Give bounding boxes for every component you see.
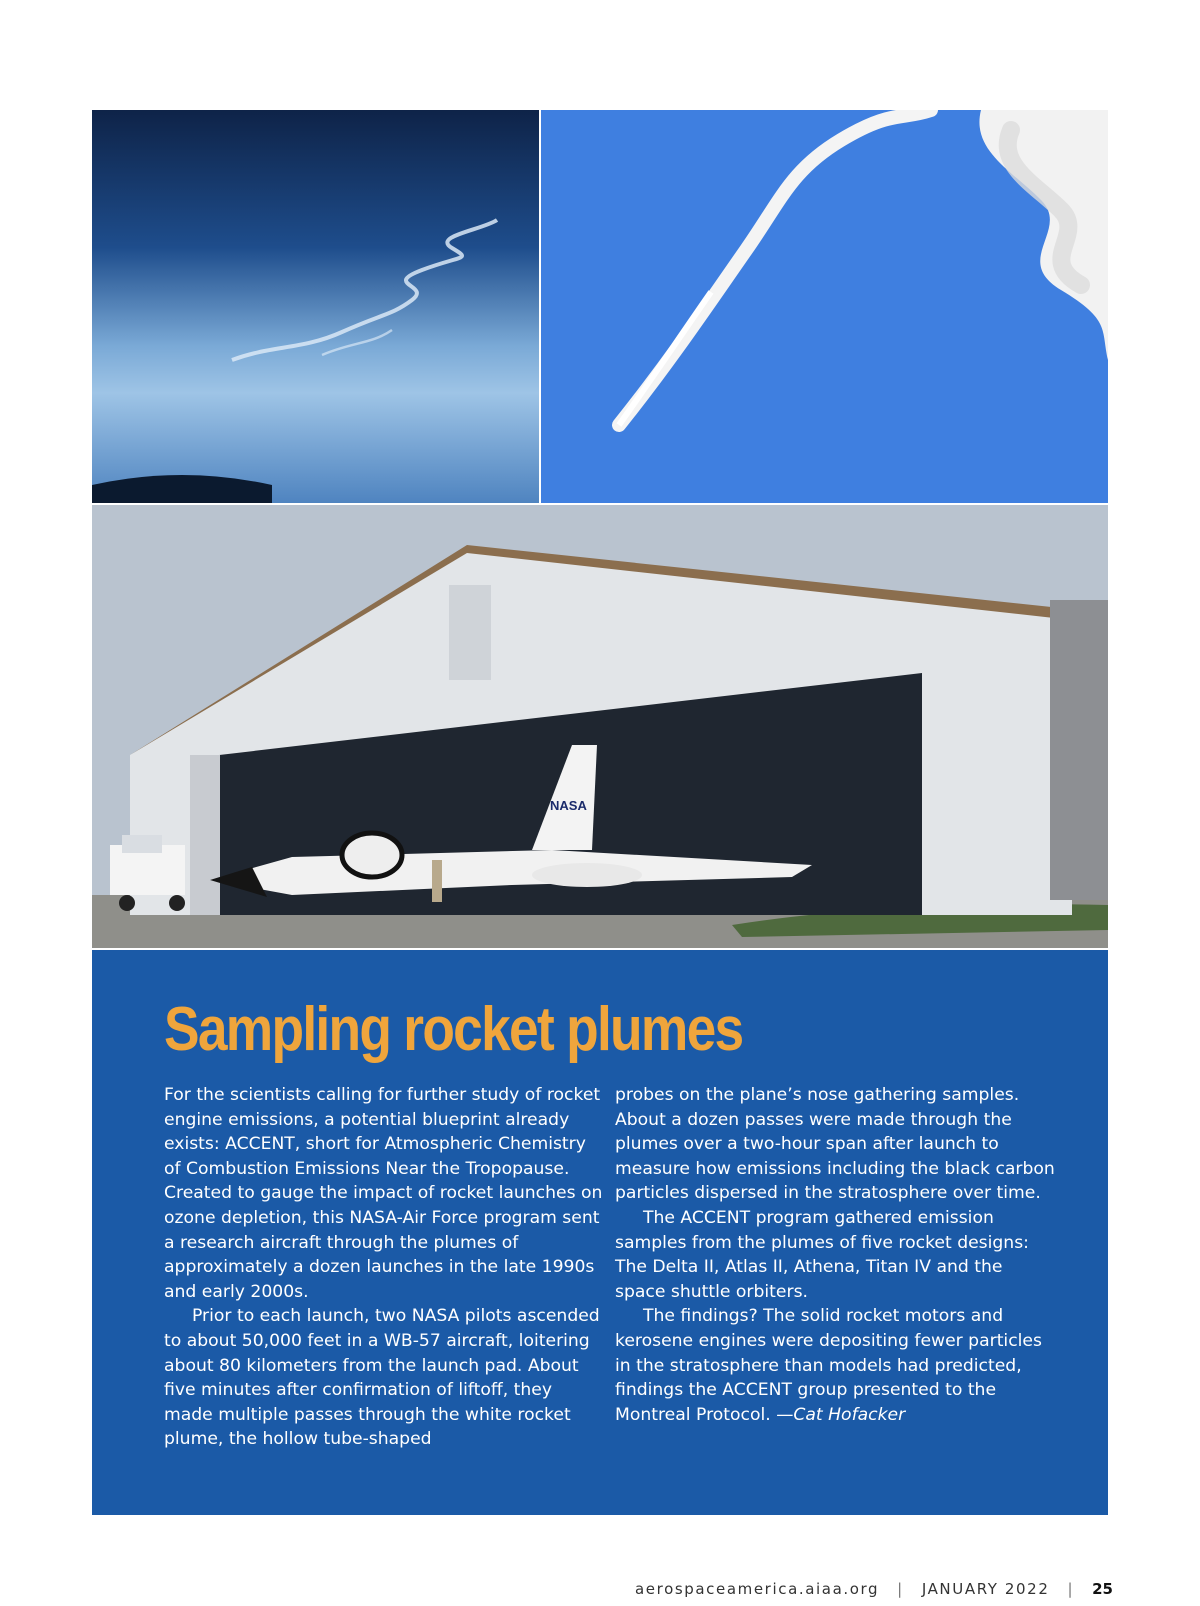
article-headline: Sampling rocket plumes (164, 995, 743, 1064)
paragraph-findings (615, 1304, 1055, 1427)
paragraph-rocket-designs: The ACCENT program gathered emission samples from the plumes of five rocket designs: The Delta II, Atlas II, Athena, Titan IV and the space shuttle orbiters. (615, 1207, 1029, 1302)
nasa-tail-logo: NASA (550, 798, 587, 813)
launch-contrail-photo (541, 110, 1108, 503)
findings-text: The findings? The solid rocket motors and kerosene engines were depositing fewer particles in the stratosphere than models had predicted, findings the ACCENT group presented to the Montreal Protocol. (615, 1306, 1042, 1425)
hangar-aircraft-photo (92, 505, 1108, 948)
paragraph-probes: probes on the plane’s nose gathering samples. About a dozen passes were made through the plumes over a two-hour span after launch to measure how emissions including the black carbon particles dispersed in the stratosphere over time. (615, 1085, 1055, 1204)
article-panel (92, 950, 1108, 1515)
hangar-aircraft-illustration (92, 505, 1108, 948)
page-footer (635, 1580, 1113, 1598)
page-number: 25 (1092, 1580, 1113, 1598)
plume-horizon-illustration (92, 110, 539, 503)
footer-separator: | (1067, 1580, 1075, 1598)
footer-issue-date: JANUARY 2022 (921, 1580, 1050, 1598)
launch-contrail-illustration (541, 110, 1108, 503)
footer-site-url: aerospaceamerica.aiaa.org (635, 1580, 880, 1598)
article-column-right (615, 1083, 1055, 1427)
plume-horizon-photo (92, 110, 539, 503)
author-byline: —Cat Hofacker (776, 1404, 906, 1425)
paragraph-pilots: Prior to each launch, two NASA pilots ascended to about 50,000 feet in a WB-57 aircraft, loitering about 80 kilometers from the launch pad. About five minutes after confirmation of liftoff, they made multiple passes through the white rocket plume, the hollow tube-shaped (164, 1306, 600, 1450)
footer-separator: | (897, 1580, 904, 1598)
article-column-left (164, 1083, 604, 1452)
paragraph-intro: For the scientists calling for further study of rocket engine emissions, a potential blueprint already exists: ACCENT, short for Atmospheric Chemistry of Combustion Emissions Near the Tropopause. Created to gauge the impact of rocket launches on ozone depletion, this NASA-Air Force program sent a research aircraft through the plumes of approximately a dozen launches in the late 1990s and early 2000s. (164, 1085, 603, 1302)
